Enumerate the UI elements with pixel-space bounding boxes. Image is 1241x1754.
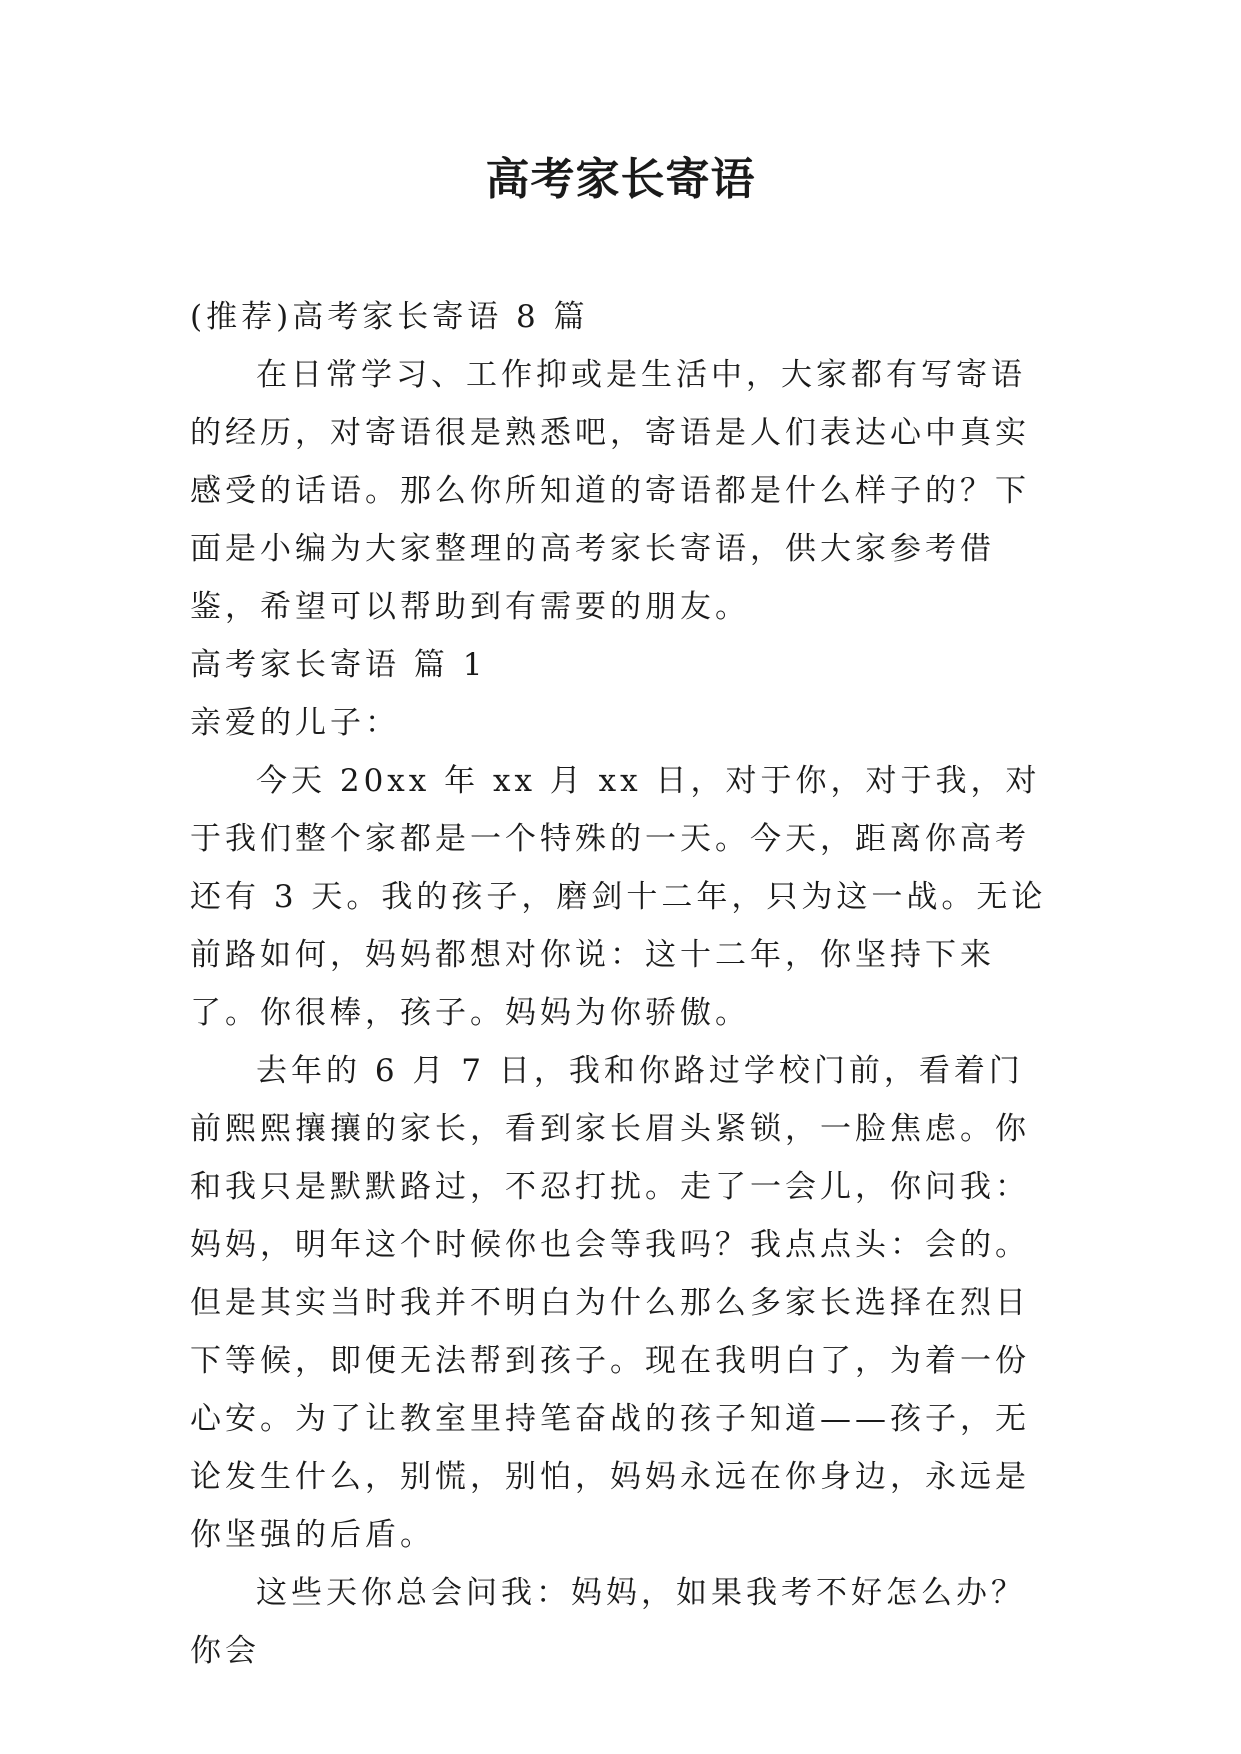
body-paragraph: 这些天你总会问我：妈妈，如果我考不好怎么办？你会 [190, 1575, 1026, 1669]
section-heading: 高考家长寄语 篇 1 [190, 647, 487, 683]
intro-paragraph: 在日常学习、工作抑或是生活中，大家都有写寄语的经历，对寄语很是熟悉吧，寄语是人们表达心中真实感受的话语。那么你所知道的寄语都是什么样子的？下面是小编为大家整理的高考家长寄语，供大家参考借鉴，希望可以帮助到有需要的朋友。 [190, 357, 1030, 625]
document-body [190, 288, 1050, 1680]
salutation: 亲爱的儿子： [190, 705, 400, 741]
body-paragraph: 去年的 6 月 7 日，我和你路过学校门前，看着门前熙熙攘攘的家长，看到家长眉头紧锁，一脸焦虑。你和我只是默默路过，不忍打扰。走了一会儿，你问我：妈妈，明年这个时候你也会等我吗？我点点头：会的。但是其实当时我并不明白为什么那么多家长选择在烈日下等候，即便无法帮到孩子。现在我明白了，为着一份心安。为了让教室里持笔奋战的孩子知道——孩子，无论发生什么，别慌，别怕，妈妈永远在你身边，永远是你坚强的后盾。 [190, 1053, 1030, 1553]
document-subtitle: (推荐)高考家长寄语 8 篇 [190, 299, 589, 335]
document-title: 高考家长寄语 [485, 154, 756, 205]
body-paragraph: 今天 20xx 年 xx 月 xx 日，对于你，对于我，对于我们整个家都是一个特殊的一天。今天，距离你高考还有 3 天。我的孩子，磨剑十二年，只为这一战。无论前路如何，妈妈都想对你说：这十二年，你坚持下来了。你很棒，孩子。妈妈为你骄傲。 [190, 763, 1047, 1031]
